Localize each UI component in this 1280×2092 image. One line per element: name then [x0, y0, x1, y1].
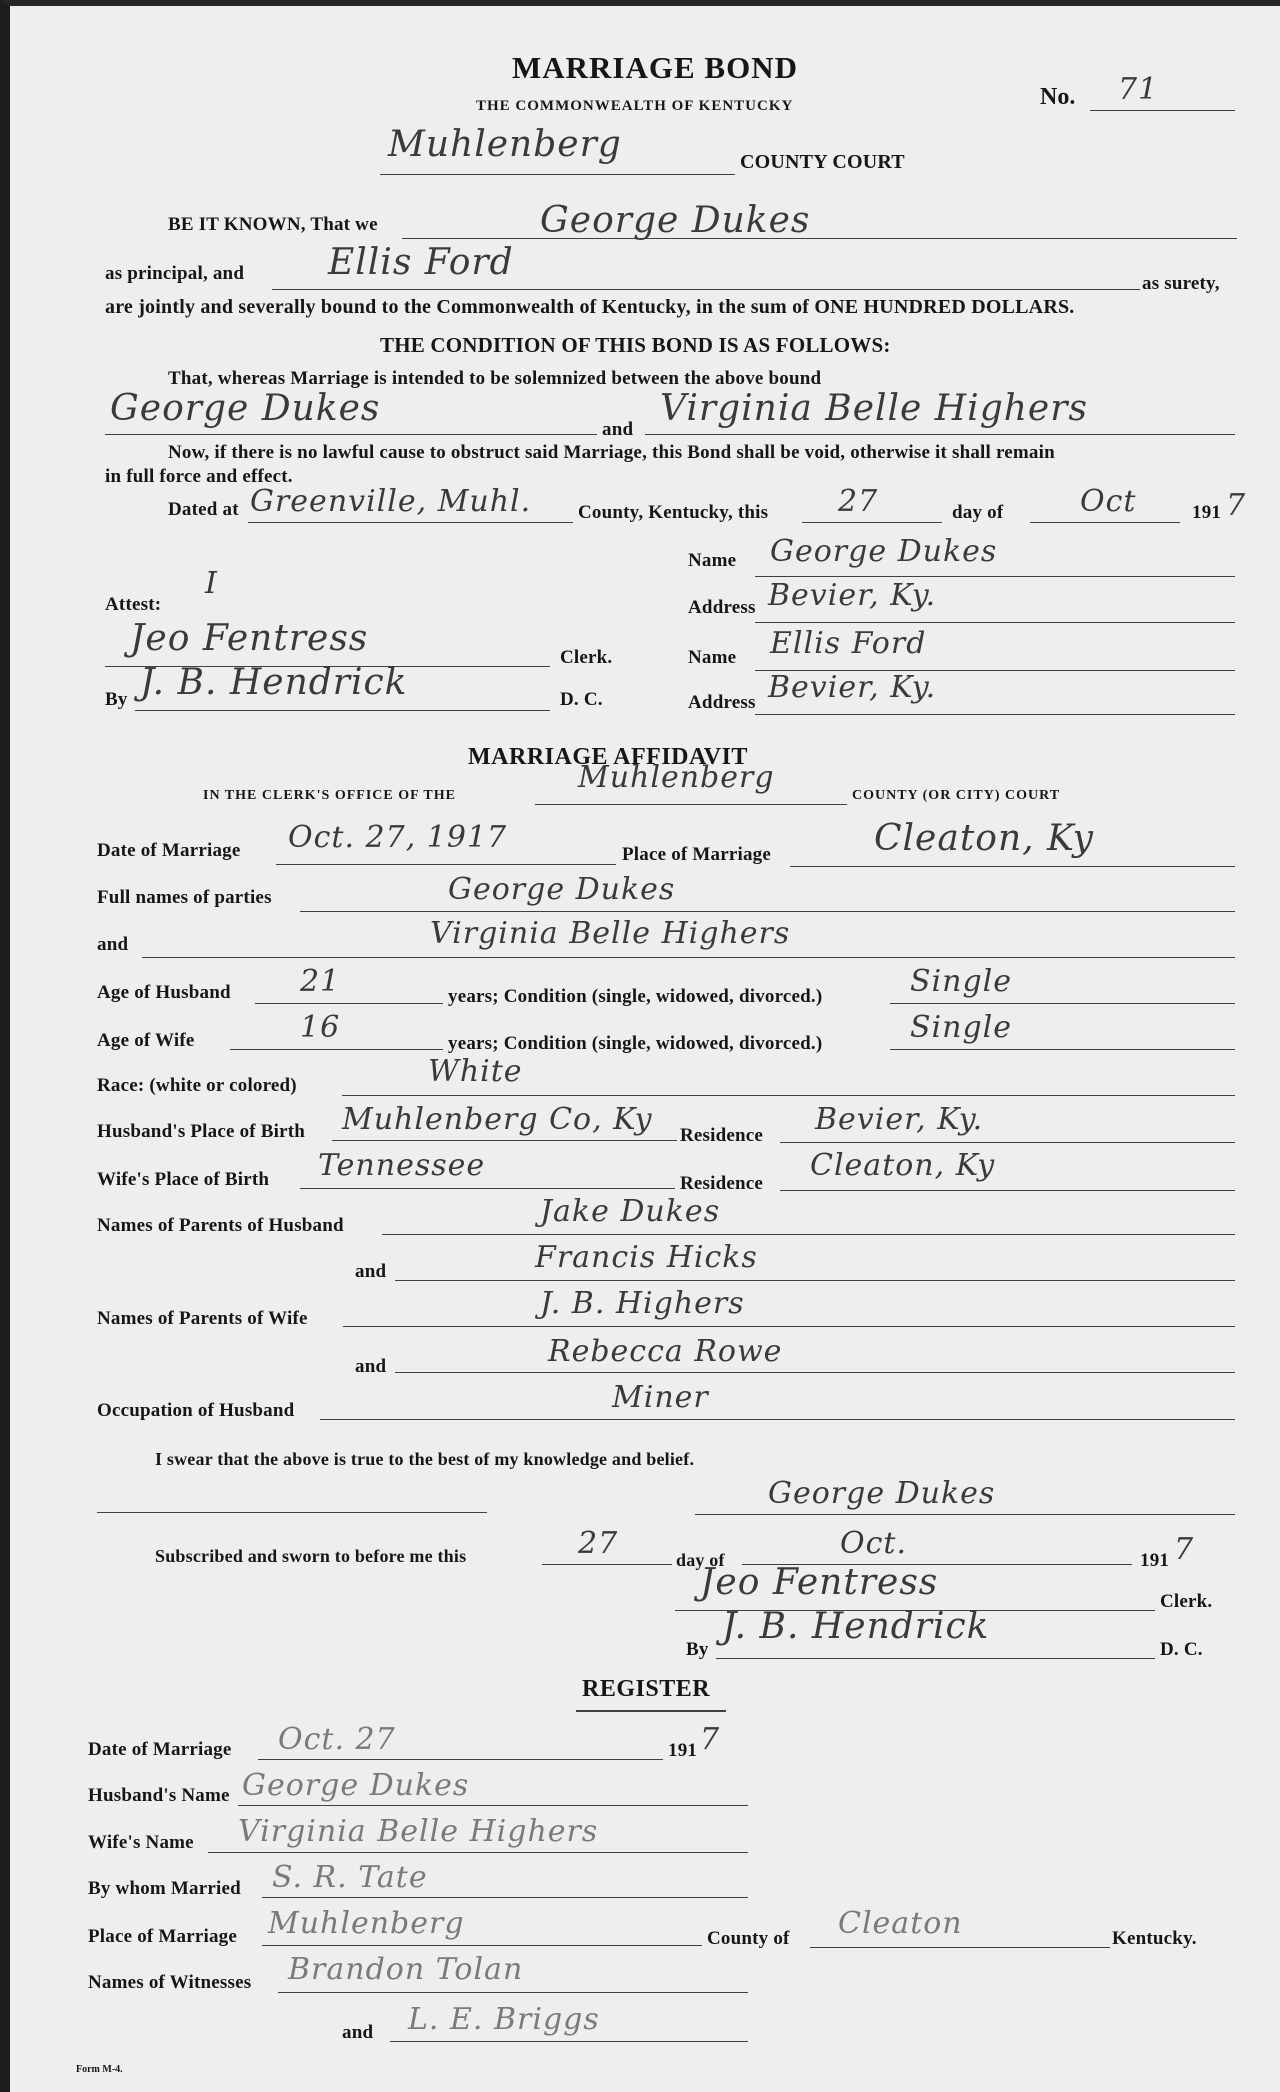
- affidavit-dc-name: J. B. Hendrick: [722, 1606, 990, 1647]
- witnesses-label: Names of Witnesses: [88, 1972, 252, 1993]
- bond-number: 71: [1118, 72, 1159, 107]
- affidavit-title: MARRIAGE AFFIDAVIT: [468, 744, 748, 770]
- name-1: George Dukes: [770, 534, 998, 569]
- form-number: Form M-4.: [76, 2064, 123, 2075]
- bond-title: MARRIAGE BOND: [512, 50, 798, 85]
- age-husband: 21: [300, 964, 341, 999]
- and-parents-wife: and: [355, 1356, 387, 1377]
- bride-name: Virginia Belle Highers: [660, 388, 1088, 429]
- parents-husband-label: Names of Parents of Husband: [97, 1215, 344, 1236]
- age-wife: 16: [300, 1010, 341, 1045]
- bond-by-label: By: [105, 689, 128, 710]
- husband-name-label: Husband's Name: [88, 1785, 230, 1806]
- day-of: day of: [952, 502, 1004, 523]
- register-year: 7: [700, 1722, 721, 1757]
- bond-day: 27: [838, 484, 879, 519]
- sworn-month: Oct.: [840, 1526, 907, 1561]
- bond-number-label: No.: [1040, 84, 1076, 110]
- address-2: Bevier, Ky.: [768, 670, 937, 705]
- sworn-day-of: day of: [676, 1550, 725, 1570]
- register-by-whom: S. R. Tate: [272, 1860, 428, 1895]
- bond-year: 7: [1226, 488, 1247, 523]
- mother-husband: Francis Hicks: [535, 1240, 758, 1275]
- county-ky-this: County, Kentucky, this: [578, 502, 769, 523]
- dated-at: Dated at: [168, 499, 239, 520]
- husband-birth-label: Husband's Place of Birth: [97, 1121, 306, 1142]
- register-place-label: Place of Marriage: [88, 1926, 237, 1947]
- affidavit-clerk-label: Clerk.: [1160, 1591, 1213, 1612]
- race-label: Race: (white or colored): [97, 1075, 297, 1096]
- register-year-print: 191: [668, 1740, 698, 1761]
- bond-month: Oct: [1080, 484, 1137, 519]
- husband-birth: Muhlenberg Co, Ky: [342, 1102, 653, 1137]
- affidavit-clerk-name: Jeo Fentress: [700, 1562, 939, 1603]
- condition-husband: Single: [910, 964, 1013, 999]
- bond-clerk-name: Jeo Fentress: [130, 618, 369, 659]
- groom-name: George Dukes: [110, 388, 381, 429]
- address-1: Bevier, Ky.: [768, 578, 937, 613]
- party-1: George Dukes: [448, 872, 676, 907]
- place-of-marriage-label: Place of Marriage: [622, 844, 771, 865]
- dated-place: Greenville, Muhl.: [250, 484, 532, 519]
- subscribed-text: Subscribed and sworn to before me this: [155, 1546, 467, 1566]
- kentucky-label: Kentucky.: [1112, 1928, 1197, 1949]
- register-title: REGISTER: [582, 1676, 711, 1702]
- parents-wife-label: Names of Parents of Wife: [97, 1308, 308, 1329]
- and-parties-label: and: [97, 934, 129, 955]
- bond-clerk-label: Clerk.: [560, 647, 613, 668]
- now-text: Now, if there is no lawful cause to obstruct said Marriage, this Bond shall be void, otherwise it shall remain: [168, 442, 1055, 463]
- name-2: Ellis Ford: [770, 626, 927, 661]
- and-label: and: [602, 419, 634, 440]
- surety-name: Ellis Ford: [328, 242, 514, 283]
- bond-county: Muhlenberg: [388, 124, 622, 165]
- attest-label: Attest:: [105, 594, 162, 615]
- residence-label-2: Residence: [680, 1173, 764, 1194]
- mother-wife: Rebecca Rowe: [548, 1334, 783, 1369]
- full-force: in full force and effect.: [105, 466, 293, 487]
- age-husband-label: Age of Husband: [97, 982, 231, 1003]
- bond-dc-label: D. C.: [560, 689, 603, 710]
- name-label-2: Name: [688, 647, 737, 668]
- by-whom-label: By whom Married: [88, 1878, 241, 1899]
- place-of-marriage: Cleaton, Ky: [874, 818, 1094, 859]
- wife-birth: Tennessee: [318, 1148, 486, 1183]
- register-place: Muhlenberg: [268, 1906, 465, 1941]
- witness-1: Brandon Tolan: [288, 1952, 524, 1987]
- clerk-office-text: IN THE CLERK'S OFFICE OF THE: [203, 788, 456, 803]
- and-parents-husband: and: [355, 1261, 387, 1282]
- whereas-text: That, whereas Marriage is intended to be solemnized between the above bound: [168, 368, 822, 389]
- sworn-year-print: 191: [1140, 1550, 1170, 1571]
- husband-residence: Bevier, Ky.: [815, 1102, 984, 1137]
- as-surety: as surety,: [1142, 273, 1220, 294]
- party-2: Virginia Belle Highers: [430, 916, 791, 951]
- address-label-2: Address: [688, 692, 756, 713]
- sworn-day: 27: [578, 1526, 619, 1561]
- condition-heading: THE CONDITION OF THIS BOND IS AS FOLLOWS:: [380, 333, 891, 357]
- register-county: Cleaton: [838, 1906, 963, 1941]
- register-wife: Virginia Belle Highers: [238, 1814, 599, 1849]
- register-husband: George Dukes: [242, 1768, 470, 1803]
- years-condition-2: years; Condition (single, widowed, divorced.): [448, 1033, 823, 1054]
- name-label-1: Name: [688, 550, 737, 571]
- affidavit-by-label: By: [686, 1639, 709, 1660]
- affidavit-county-court: COUNTY (OR CITY) COURT: [852, 788, 1061, 803]
- full-names-label: Full names of parties: [97, 887, 272, 908]
- affiant-signature: George Dukes: [768, 1476, 996, 1511]
- father-husband: Jake Dukes: [540, 1194, 721, 1229]
- wife-residence: Cleaton, Ky: [810, 1148, 996, 1183]
- years-condition-1: years; Condition (single, widowed, divorced.): [448, 986, 823, 1007]
- attest-mark: I: [205, 566, 218, 601]
- affidavit-dc-label: D. C.: [1160, 1639, 1203, 1660]
- sworn-year: 7: [1174, 1532, 1195, 1567]
- witness-2: L. E. Briggs: [408, 2002, 600, 2037]
- principal-name: George Dukes: [540, 200, 811, 241]
- bound-text: are jointly and severally bound to the Commonwealth of Kentucky, in the sum of ONE HUNDRED DOLLARS.: [105, 296, 1075, 318]
- occupation: Miner: [612, 1380, 709, 1415]
- bond-year-print: 191: [1192, 502, 1222, 523]
- be-it-known: BE IT KNOWN, That we: [168, 214, 378, 235]
- residence-label-1: Residence: [680, 1125, 764, 1146]
- register-date-label: Date of Marriage: [88, 1739, 232, 1760]
- father-wife: J. B. Highers: [540, 1286, 745, 1321]
- age-wife-label: Age of Wife: [97, 1030, 195, 1051]
- bond-dc-name: J. B. Hendrick: [140, 662, 408, 703]
- county-of-label: County of: [707, 1928, 790, 1949]
- and-witness-label: and: [342, 2022, 374, 2043]
- wife-birth-label: Wife's Place of Birth: [97, 1169, 270, 1190]
- county-court-label: COUNTY COURT: [740, 151, 905, 173]
- swear-text: I swear that the above is true to the best of my knowledge and belief.: [155, 1449, 695, 1469]
- bond-subtitle: THE COMMONWEALTH OF KENTUCKY: [476, 98, 794, 114]
- date-of-marriage: Oct. 27, 1917: [288, 820, 508, 855]
- date-of-marriage-label: Date of Marriage: [97, 840, 241, 861]
- occupation-label: Occupation of Husband: [97, 1400, 295, 1421]
- register-date: Oct. 27: [278, 1722, 396, 1757]
- condition-wife: Single: [910, 1010, 1013, 1045]
- address-label-1: Address: [688, 597, 756, 618]
- wife-name-label: Wife's Name: [88, 1832, 194, 1853]
- race: White: [428, 1054, 523, 1089]
- as-principal: as principal, and: [105, 263, 245, 284]
- affidavit-county: Muhlenberg: [578, 760, 775, 795]
